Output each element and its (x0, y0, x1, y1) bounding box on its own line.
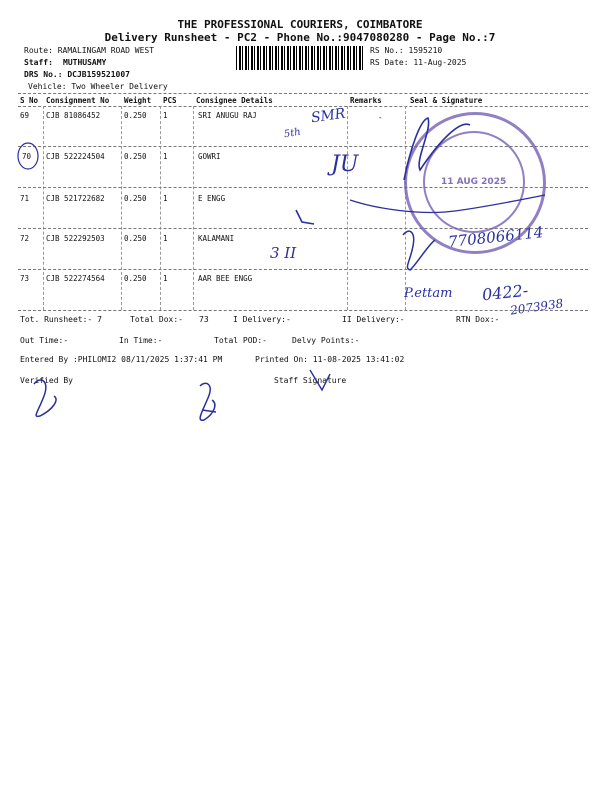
row-sno: 73 (20, 274, 30, 283)
rs-date: RS Date: 11-Aug-2025 (370, 58, 467, 67)
total-pod: Total POD:- (214, 336, 267, 345)
row-consignee: SRI ANUGU RAJ (198, 111, 257, 120)
vehicle: Vehicle: Two Wheeler Delivery (28, 82, 168, 91)
staff-value: MUTHUSAMY (63, 58, 107, 67)
row-weight: 0.250 (124, 194, 147, 203)
total-dox-value: 73 (199, 315, 209, 324)
row-pcs: 1 (163, 111, 168, 120)
out-time: Out Time:- (20, 336, 69, 345)
col-sno: S No (20, 96, 39, 105)
row-sno: 69 (20, 111, 30, 120)
handwritten-note: 3 II (270, 244, 297, 262)
col-remarks: Remarks (350, 96, 382, 105)
tick-mark (296, 210, 314, 224)
handwritten-note: JU (331, 152, 359, 177)
staff-signature-stroke (200, 383, 216, 420)
row-weight: 0.250 (124, 234, 147, 243)
col-pcs: PCS (163, 96, 177, 105)
in-time: In Time:- (119, 336, 163, 345)
row-consignment: CJB 521722682 (46, 194, 105, 203)
delvy-points: Delvy Points:- (292, 336, 360, 345)
total-dox-label: Total Dox:- (130, 315, 183, 324)
col-weight: Weight (124, 96, 152, 105)
rtn-dox: RTN Dox:- (456, 315, 500, 324)
verifier-signature (34, 380, 56, 416)
row-pcs: 1 (163, 152, 168, 161)
signature-stroke (310, 370, 330, 390)
rs-number: RS No.: 1595210 (370, 46, 443, 55)
row-consignment: CJB 81086452 (46, 111, 101, 120)
row-consignment: CJB 522224504 (46, 152, 105, 161)
handwritten-note: 5th (283, 126, 302, 141)
row-consignee: GOWRI (198, 152, 221, 161)
row-consignment: CJB 522274564 (46, 274, 105, 283)
signature-stroke (403, 231, 435, 270)
row-consignee: KALAMANI (198, 234, 235, 243)
row-consignee: E ENGG (198, 194, 226, 203)
printed-on: Printed On: 11-08-2025 13:41:02 (255, 355, 405, 364)
row-consignment: CJB 522292503 (46, 234, 105, 243)
row-weight: 0.250 (124, 152, 147, 161)
drs-number: DRS No.: DCJB159521007 (24, 70, 130, 79)
col-consignee: Consignee Details (196, 96, 273, 105)
row-consignee: AAR BEE ENGG (198, 274, 253, 283)
signature-stroke (404, 118, 470, 180)
handwritten-sign: P.ettam (404, 286, 453, 301)
handwritten-sign: 2073938 (509, 296, 565, 318)
handwritten-phone: 7708066114 (447, 223, 545, 251)
staff-label: Staff: (24, 58, 53, 67)
handwritten-note: SMR (310, 105, 347, 127)
company-name: THE PROFESSIONAL COURIERS, COIMBATORE (177, 18, 423, 31)
col-consignment: Consignment No (46, 96, 110, 105)
ii-delivery: II Delivery:- (342, 315, 405, 324)
entered-by: Entered By :PHILOMI2 08/11/2025 1:37:41 PM (20, 355, 223, 364)
row-sno: 71 (20, 194, 30, 203)
handwritten-sign: 0422- (481, 280, 529, 305)
runsheet-title: Delivery Runsheet - PC2 - Phone No.:9047080280 - Page No.:7 (104, 31, 496, 44)
i-delivery: I Delivery:- (233, 315, 291, 324)
circle-mark (18, 143, 38, 169)
row-remarks: - (378, 113, 383, 122)
stamp-date: 11 AUG 2025 (441, 177, 507, 187)
tot-runsheet: Tot. Runsheet:- 7 (20, 315, 102, 324)
signature-stroke (350, 195, 545, 213)
row-weight: 0.250 (124, 274, 147, 283)
row-sno: 70 (22, 152, 32, 161)
col-seal-signature: Seal & Signature (410, 96, 483, 105)
row-pcs: 1 (163, 274, 168, 283)
row-weight: 0.250 (124, 111, 147, 120)
verified-by: Verified By (20, 376, 73, 385)
staff-signature: Staff Signature (274, 376, 347, 385)
route: Route: RAMALINGAM ROAD WEST (24, 46, 155, 55)
row-pcs: 1 (163, 234, 168, 243)
row-sno: 72 (20, 234, 30, 243)
row-pcs: 1 (163, 194, 168, 203)
